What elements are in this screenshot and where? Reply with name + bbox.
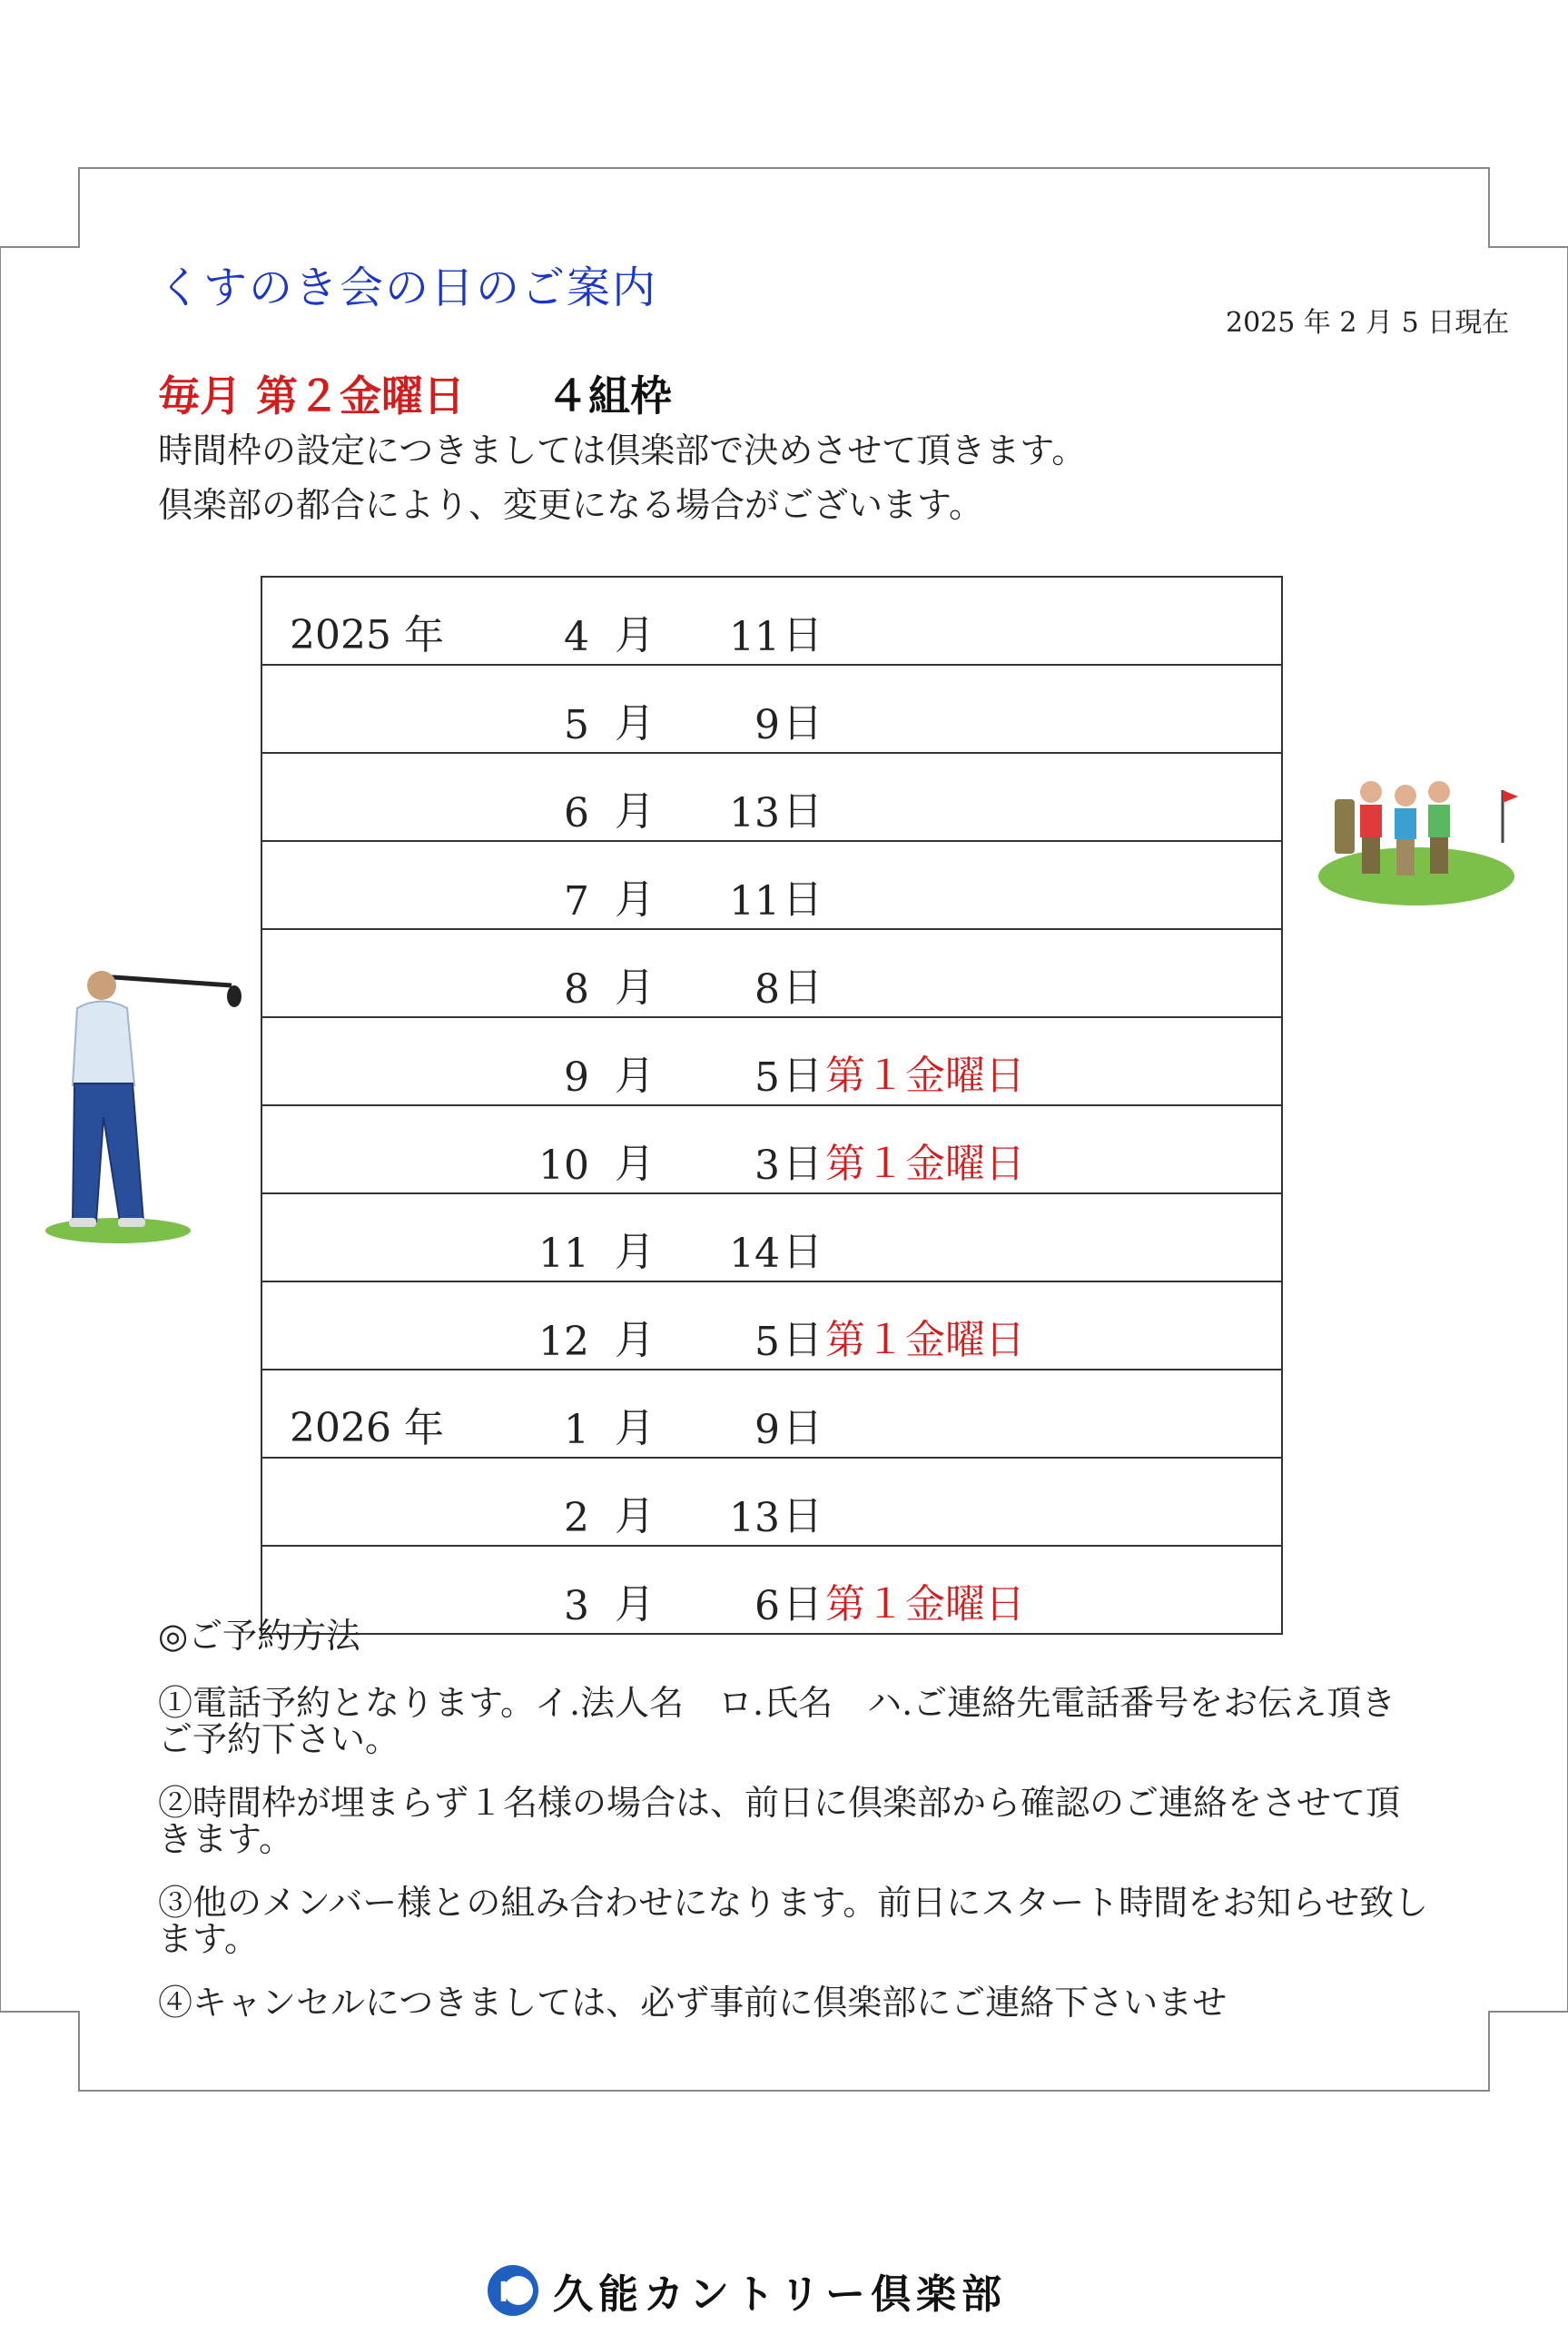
day-kanji-cell: 日	[780, 1105, 825, 1193]
day-kanji-cell: 日	[780, 929, 825, 1017]
note-cell	[825, 665, 1282, 753]
month-cell: 2	[489, 1458, 589, 1546]
year-cell	[261, 1193, 489, 1281]
month-kanji-cell: 月	[589, 1105, 680, 1193]
day-cell: 5	[680, 1281, 780, 1370]
month-cell: 12	[489, 1281, 589, 1370]
booking-item: ②時間枠が埋まらず１名様の場合は、前日に倶楽部から確認のご連絡をさせて頂きます。	[158, 1783, 1401, 1859]
note-cell: 第１金曜日	[825, 1546, 1282, 1634]
month-kanji-cell: 月	[589, 1281, 680, 1370]
month-kanji-cell: 月	[589, 841, 680, 929]
year-label: 2026 年	[290, 1405, 444, 1451]
day-cell: 9	[680, 1370, 780, 1458]
day-cell: 6	[680, 1546, 780, 1634]
month-cell: 4	[489, 577, 589, 665]
month-cell: 1	[489, 1370, 589, 1458]
intro-line: 倶楽部の都合により、変更になる場合がございます。	[158, 485, 983, 525]
day-kanji-cell: 日	[780, 1193, 825, 1281]
date-row	[261, 1458, 1282, 1546]
date-row	[261, 1281, 1282, 1370]
intro-text	[158, 423, 1086, 532]
month-kanji-cell: 月	[589, 1458, 680, 1546]
club-logo-letter: K	[498, 2277, 526, 2309]
note-cell	[825, 1193, 1282, 1281]
date-table	[261, 576, 1283, 1635]
month-cell: 8	[489, 929, 589, 1017]
date-row	[261, 929, 1282, 1017]
club-footer	[486, 2261, 1007, 2320]
month-kanji-cell: 月	[589, 753, 680, 841]
intro-line: 時間枠の設定につきましては倶楽部で決めさせて頂きます。	[158, 430, 1087, 470]
year-cell	[261, 1458, 489, 1546]
day-cell: 9	[680, 665, 780, 753]
as-of-date: 2025 年 2 月 5 日現在	[1226, 307, 1510, 339]
club-logo-icon	[486, 2263, 540, 2318]
month-kanji-cell: 月	[589, 1193, 680, 1281]
page-title: くすのき会の日のご案内	[158, 262, 658, 313]
day-cell: 5	[680, 1017, 780, 1105]
club-name: 久能カントリー倶楽部	[553, 2271, 1007, 2318]
day-kanji-cell: 日	[780, 1281, 825, 1370]
day-kanji-cell: 日	[780, 841, 825, 929]
note-cell	[825, 753, 1282, 841]
date-row	[261, 753, 1282, 841]
date-row	[261, 1370, 1282, 1458]
day-kanji-cell: 日	[780, 577, 825, 665]
note-cell: 第１金曜日	[825, 1105, 1282, 1193]
booking-item: ④キャンセルにつきましては、必ず事前に倶楽部にご連絡下さいませ	[158, 1983, 1228, 2023]
month-cell: 10	[489, 1105, 589, 1193]
date-row	[261, 577, 1282, 665]
note-cell	[825, 841, 1282, 929]
day-cell: 14	[680, 1193, 780, 1281]
date-row	[261, 665, 1282, 753]
date-row	[261, 1193, 1282, 1281]
month-cell: 6	[489, 753, 589, 841]
year-cell	[261, 841, 489, 929]
day-cell: 13	[680, 1458, 780, 1546]
month-cell: 11	[489, 1193, 589, 1281]
day-cell: 11	[680, 841, 780, 929]
day-kanji-cell: 日	[780, 1458, 825, 1546]
day-kanji-cell: 日	[780, 1546, 825, 1634]
month-cell: 5	[489, 665, 589, 753]
note-cell: 第１金曜日	[825, 1281, 1282, 1370]
day-kanji-cell: 日	[780, 1370, 825, 1458]
golfers-group-illustration	[1317, 772, 1525, 908]
month-cell: 7	[489, 841, 589, 929]
year-cell	[261, 1017, 489, 1105]
day-cell: 3	[680, 1105, 780, 1193]
day-cell: 11	[680, 577, 780, 665]
year-cell	[261, 1281, 489, 1370]
booking-instructions	[158, 1608, 1429, 2048]
note-cell	[825, 1370, 1282, 1458]
year-cell	[261, 929, 489, 1017]
booking-item: ③他のメンバー様との組み合わせになります。前日にスタート時間をお知らせ致します。	[158, 1883, 1429, 1959]
year-cell	[261, 577, 489, 665]
month-cell: 3	[489, 1546, 589, 1634]
year-cell	[261, 1370, 489, 1458]
note-cell: 第１金曜日	[825, 1017, 1282, 1105]
date-row	[261, 841, 1282, 929]
day-kanji-cell: 日	[780, 665, 825, 753]
day-kanji-cell: 日	[780, 1017, 825, 1105]
month-kanji-cell: 月	[589, 665, 680, 753]
year-cell	[261, 665, 489, 753]
year-cell	[261, 1105, 489, 1193]
schedule-summary	[158, 363, 672, 423]
note-cell	[825, 577, 1282, 665]
golfer-illustration	[36, 958, 254, 1249]
day-kanji-cell: 日	[780, 753, 825, 841]
note-cell	[825, 929, 1282, 1017]
month-cell: 9	[489, 1017, 589, 1105]
group-slots: ４組枠	[547, 371, 673, 420]
month-kanji-cell: 月	[589, 1370, 680, 1458]
month-kanji-cell: 月	[589, 929, 680, 1017]
month-kanji-cell: 月	[589, 1017, 680, 1105]
booking-heading: ◎ご予約方法	[158, 1616, 361, 1656]
schedule-day: 毎月 第２金曜日	[158, 371, 466, 420]
booking-item: ①電話予約となります。イ.法人名 ロ.氏名 ハ.ご連絡先電話番号をお伝え頂きご予約下さい。	[158, 1683, 1396, 1759]
month-kanji-cell: 月	[589, 1546, 680, 1634]
year-cell	[261, 753, 489, 841]
day-cell: 13	[680, 753, 780, 841]
year-label: 2025 年	[290, 612, 444, 658]
date-row	[261, 1105, 1282, 1193]
date-row	[261, 1017, 1282, 1105]
note-cell	[825, 1458, 1282, 1546]
month-kanji-cell: 月	[589, 577, 680, 665]
day-cell: 8	[680, 929, 780, 1017]
